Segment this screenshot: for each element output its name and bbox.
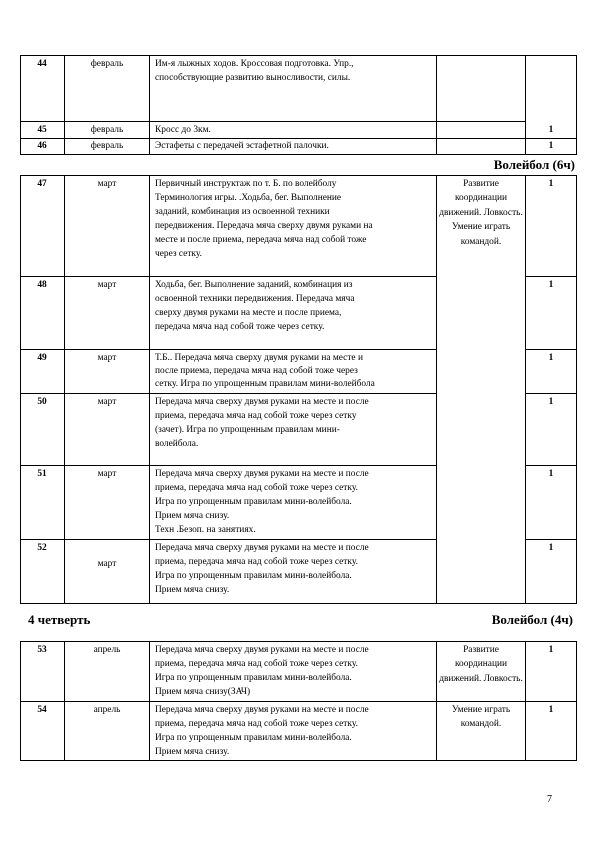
row-number: 48 (37, 280, 47, 290)
row-topic-line: Прием мяча снизу. (155, 585, 230, 595)
row-topic-line: Передача мяча сверху двумя руками на месте и после (155, 469, 369, 479)
table-line (20, 276, 436, 277)
row-month: март (97, 397, 117, 407)
row-topic-line: Игра по упрощенным правилам мини-волейбола. (155, 733, 352, 743)
row-hours: 1 (548, 280, 554, 290)
row-number: 53 (37, 645, 47, 655)
row-topic-line: Игра по упрощенным правилам мини-волейбола. (155, 571, 352, 581)
table-line (20, 465, 436, 466)
row-topic-line: после приема, передача мяча над собой тоже через (155, 366, 358, 376)
table-line (525, 349, 577, 350)
table-line (20, 641, 577, 642)
table-line (20, 641, 21, 761)
row-hours: 1 (548, 645, 554, 655)
row-number: 54 (37, 705, 47, 715)
table-line (20, 175, 577, 176)
table-line (20, 55, 21, 155)
goal-cell: Развитие координации движений. Ловкость. (439, 645, 523, 684)
table-line (149, 175, 150, 604)
row-hours: 1 (548, 469, 554, 479)
table-line (436, 175, 437, 604)
table-line (64, 641, 65, 761)
row-month: март (97, 469, 117, 479)
table-line (525, 393, 577, 394)
table-line (20, 393, 436, 394)
row-hours: 1 (548, 353, 554, 363)
row-topic-line: Ходьба, бег. Выполнение заданий, комбинация из (155, 280, 353, 290)
row-month: март (97, 353, 117, 363)
table-line (20, 603, 577, 604)
table-line (576, 175, 577, 604)
row-month: февраль (90, 59, 124, 69)
row-topic-line: Терминология игры. .Ходьба, бег. Выполнение (155, 193, 342, 203)
table-line (20, 154, 577, 155)
row-topic-line: Игра по упрощенным правилам мини-волейбола. (155, 497, 352, 507)
row-topic-line: Кросс до 3км. (155, 125, 211, 135)
section-heading-volleyball-4h: Волейбол (4ч) (491, 612, 573, 627)
row-topic-line: сетку. Игра по упрощенным правилам мини-волейбола (155, 379, 375, 389)
row-topic-line: освоенной техники передвижения. Передача мяча (155, 294, 355, 304)
row-topic-line: приема, передача мяча над собой тоже через сетку (155, 411, 357, 421)
row-number: 44 (37, 59, 47, 69)
row-topic-line: передвижения. Передача мяча сверху двумя руками на (155, 221, 373, 231)
row-topic-line: Им-я лыжных ходов. Кроссовая подготовка. Упр., (155, 59, 354, 69)
table-line (20, 55, 577, 56)
row-topic-line: сверху двумя руками на месте и после приема, (155, 308, 342, 318)
row-topic-line: Игра по упрощенным правилам мини-волейбола. (155, 673, 352, 683)
row-topic-line: Прием мяча снизу(ЗАЧ) (155, 687, 251, 697)
table-line (525, 175, 526, 604)
table-line (20, 701, 577, 702)
page-number: 7 (547, 794, 552, 805)
quarter-heading: 4 четверть (28, 612, 91, 627)
row-month: февраль (90, 141, 124, 151)
row-topic-line: приема, передача мяча над собой тоже через сетку. (155, 659, 358, 669)
table-line (525, 465, 577, 466)
row-number: 49 (37, 353, 47, 363)
table-line (525, 276, 577, 277)
row-month: февраль (90, 125, 124, 135)
row-topic-line: приема, передача мяча над собой тоже через сетку. (155, 483, 358, 493)
row-topic-line: заданий, комбинация из освоенной техники (155, 207, 330, 217)
goal-cell: Умение играть командой. (451, 705, 511, 730)
row-hours: 1 (548, 125, 554, 135)
row-topic-line: Прием мяча снизу. (155, 747, 230, 757)
row-number: 50 (37, 397, 47, 407)
table-line (64, 175, 65, 604)
table-line (525, 539, 577, 540)
row-topic-line: Передача мяча сверху двумя руками на месте и после (155, 705, 369, 715)
row-number: 46 (37, 141, 47, 151)
row-topic-line: Передача мяча сверху двумя руками на месте и после (155, 543, 369, 553)
table-line (20, 349, 436, 350)
row-topic-line: приема, передача мяча над собой тоже через сетку. (155, 719, 358, 729)
row-topic-line: Передача мяча сверху двумя руками на месте и после (155, 645, 369, 655)
row-month: март (97, 559, 117, 569)
row-month: апрель (93, 705, 121, 715)
row-topic-line: Т.Б.. Передача мяча сверху двумя руками на месте и (155, 353, 363, 363)
table-line (576, 641, 577, 761)
table-line (149, 641, 150, 761)
table-line (20, 121, 525, 122)
goal-cell: Развитие координации движений. Ловкость. Умение играть командой. (439, 179, 523, 247)
table-line (436, 641, 437, 761)
row-topic-line: (зачет). Игра по упрощенным правилам мини- (155, 425, 340, 435)
table-line (20, 760, 577, 761)
row-hours: 1 (548, 705, 554, 715)
row-topic-line: способствующие развитию выносливости, силы. (155, 73, 351, 83)
row-hours: 1 (548, 543, 554, 553)
row-month: март (97, 280, 117, 290)
row-month: апрель (93, 645, 121, 655)
row-number: 45 (37, 125, 47, 135)
table-line (20, 539, 436, 540)
row-hours: 1 (548, 397, 554, 407)
row-topic-line: волейбола. (155, 439, 199, 449)
row-topic-line: Передача мяча сверху двумя руками на месте и после (155, 397, 369, 407)
row-number: 52 (37, 543, 47, 553)
table-line (20, 175, 21, 604)
table-line (436, 55, 437, 155)
row-topic-line: Эстафеты с передачей эстафетной палочки. (155, 141, 329, 151)
row-topic-line: передача мяча над собой тоже через сетку. (155, 322, 325, 332)
section-heading-volleyball-6h: Волейбол (6ч) (493, 157, 575, 172)
row-topic-line: месте и после приема, передача мяча над собой тоже (155, 235, 367, 245)
row-number: 47 (37, 179, 47, 189)
row-hours: 1 (548, 179, 554, 189)
row-topic-line: Прием мяча снизу. (155, 511, 230, 521)
row-topic-line: приема, передача мяча над собой тоже через сетку. (155, 557, 358, 567)
row-month: март (97, 179, 117, 189)
row-topic-line: Первичный инструктаж по т. Б. по волейболу (155, 179, 337, 189)
table-line (525, 641, 526, 761)
row-topic-line: через сетку. (155, 249, 202, 259)
row-topic-line: Техн .Безоп. на занятиях. (155, 525, 256, 535)
row-number: 51 (37, 469, 47, 479)
row-hours: 1 (548, 141, 554, 151)
